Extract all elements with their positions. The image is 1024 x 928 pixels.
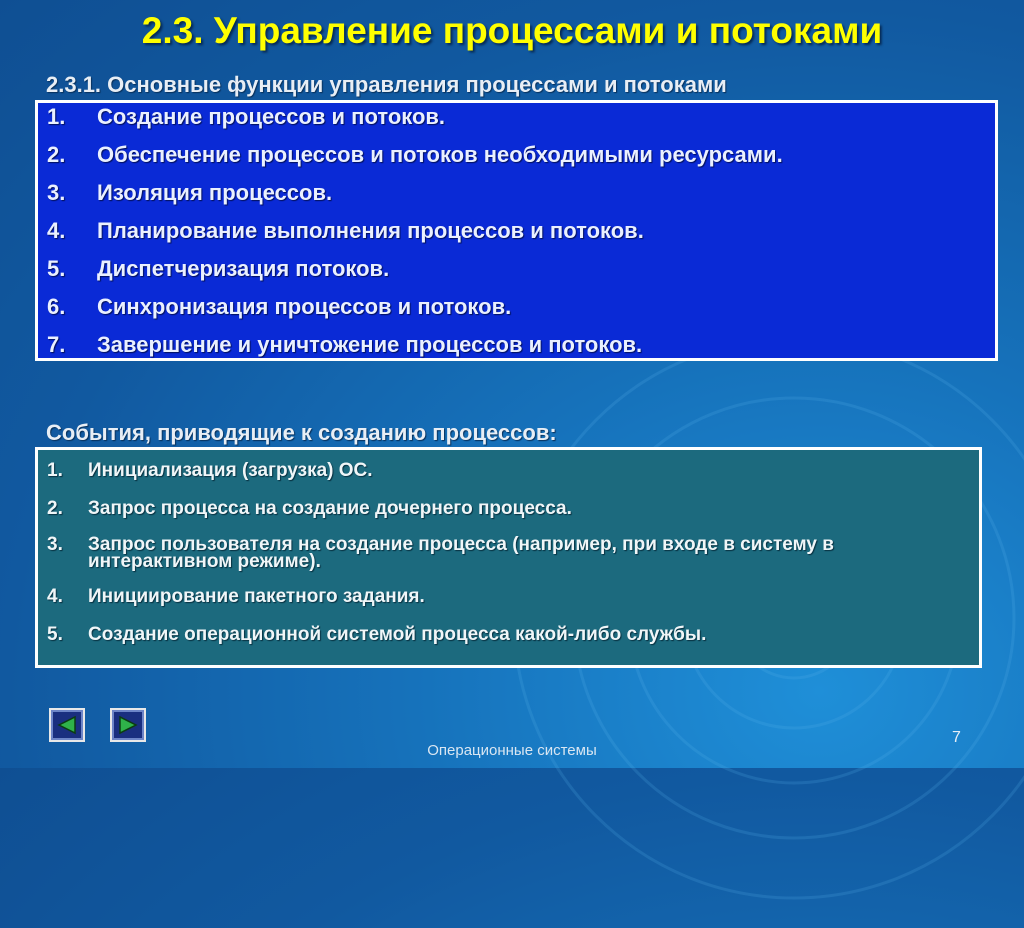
list-item: 4. Инициирование пакетного задания.: [47, 586, 425, 607]
triangle-left-icon: [56, 715, 78, 735]
events-list: [47, 460, 979, 646]
page-number: 7: [952, 729, 961, 746]
list-item: 5. Создание операционной системой процесса какой-либо службы.: [47, 624, 707, 645]
section-subtitle: 2.3.1. Основные функции управления процессами и потоками: [46, 72, 727, 97]
list-item: 7. Завершение и уничтожение процессов и потоков.: [47, 332, 643, 357]
previous-slide-button[interactable]: [49, 708, 85, 742]
list-item: 6. Синхронизация процессов и потоков.: [47, 294, 512, 319]
events-heading: События, приводящие к созданию процессов:: [46, 420, 557, 445]
list-item: 5. Диспетчеризация потоков.: [47, 256, 390, 281]
list-item: 2. Обеспечение процессов и потоков необходимыми ресурсами.: [47, 142, 783, 167]
next-slide-button[interactable]: [110, 708, 146, 742]
footer-text: Операционные системы: [427, 742, 597, 759]
functions-box: [35, 100, 998, 361]
slide-title: 2.3. Управление процессами и потоками: [141, 10, 883, 51]
functions-list: [47, 102, 995, 368]
events-box: [35, 447, 982, 668]
list-item: 3. Запрос пользователя на создание процесса (например, при входе в систему в интерактивном режиме).: [47, 534, 834, 572]
list-item: 1. Создание процессов и потоков.: [47, 104, 446, 129]
list-item: 1. Инициализация (загрузка) ОС.: [47, 460, 373, 481]
list-item: 4. Планирование выполнения процессов и потоков.: [47, 218, 644, 243]
list-item: 3. Изоляция процессов.: [47, 180, 333, 205]
triangle-right-icon: [117, 715, 139, 735]
list-item: 2. Запрос процесса на создание дочернего процесса.: [47, 498, 572, 519]
